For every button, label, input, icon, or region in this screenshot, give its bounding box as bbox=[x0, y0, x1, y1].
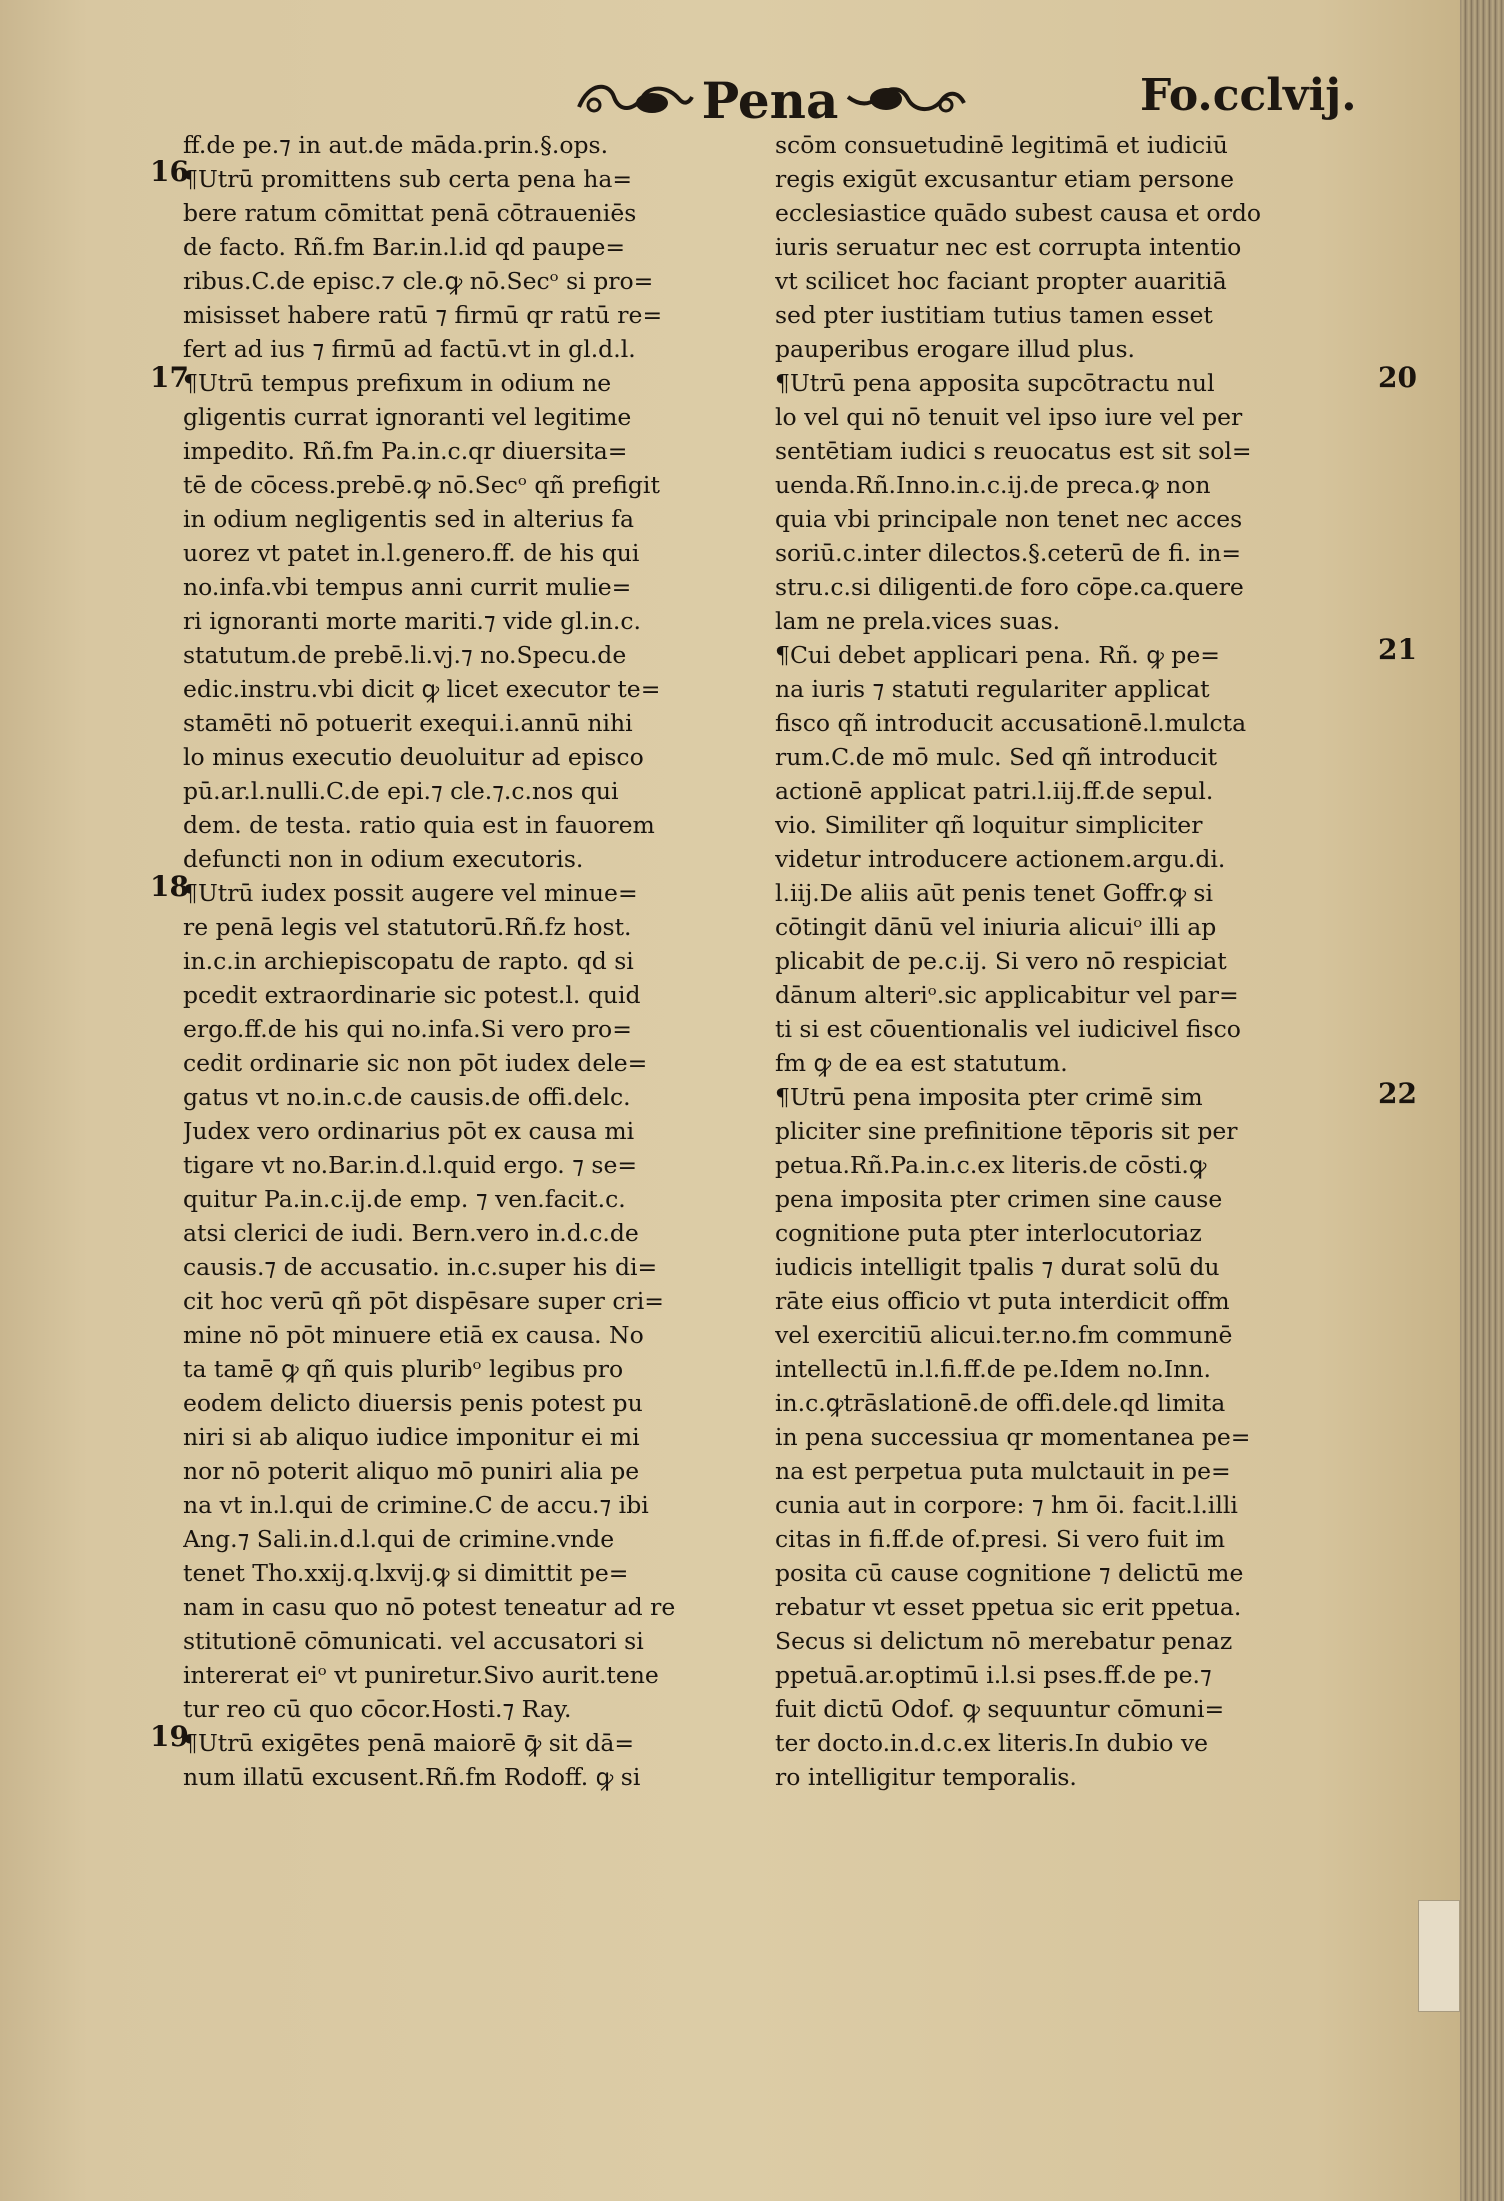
text-line: tē de cōcess.prebē.ꝙ nō.Secᵒ qñ prefigit bbox=[183, 471, 660, 499]
text-line: fisco qñ introducit accusationē.l.mulcta bbox=[775, 709, 1247, 737]
text-line: stamēti nō potuerit exequi.i.annū nihi bbox=[183, 709, 633, 737]
text-line: na est perpetua puta mulctauit in pe= bbox=[775, 1457, 1231, 1485]
text-line: quia vbi principale non tenet nec acces bbox=[775, 505, 1243, 533]
text-line: tenet Tho.xxij.q.lxvij.ꝙ si dimittit pe= bbox=[183, 1559, 629, 1587]
text-line: Judex vero ordinarius pōt ex causa mi bbox=[183, 1117, 635, 1145]
text-line: pauperibus erogare illud plus. bbox=[775, 335, 1135, 363]
text-line: ri ignoranti morte mariti.⁊ vide gl.in.c. bbox=[183, 607, 641, 635]
text-line: vel exercitiū alicui.ter.no.fm communē bbox=[775, 1321, 1233, 1349]
text-line: pū.ar.l.nulli.C.de epi.⁊ cle.⁊.c.nos qui bbox=[183, 777, 619, 805]
text-line: l.iij.De aliis aūt penis tenet Goffr.ꝙ si bbox=[775, 879, 1214, 907]
text-line: bere ratum cōmittat penā cōtraueniēs bbox=[183, 199, 637, 227]
text-line: in pena successiua qr momentanea pe= bbox=[775, 1423, 1251, 1451]
text-line: ecclesiastice quādo subest causa et ordo bbox=[775, 199, 1262, 227]
text-line: fm ꝙ de ea est statutum. bbox=[775, 1049, 1068, 1077]
text-line: lam ne prela.vices suas. bbox=[775, 607, 1061, 635]
text-line: citas in fi.ff.de of.presi. Si vero fuit im bbox=[775, 1525, 1226, 1553]
text-line: sentētiam iudici s reuocatus est sit sol= bbox=[775, 437, 1252, 465]
text-line: ppetuā.ar.optimū i.l.si pses.ff.de pe.⁊ bbox=[775, 1661, 1212, 1689]
text-line: statutum.de prebē.li.vj.⁊ no.Specu.de bbox=[183, 641, 627, 669]
text-line: quitur Pa.in.c.ij.de emp. ⁊ ven.facit.c. bbox=[183, 1185, 626, 1213]
text-line: in odium negligentis sed in alterius fa bbox=[183, 505, 635, 533]
text-line: vt scilicet hoc faciant propter auaritiā bbox=[775, 267, 1227, 295]
text-line: ¶Cui debet applicari pena. Rñ. ꝙ pe= bbox=[775, 641, 1220, 669]
text-line: rum.C.de mō mulc. Sed qñ introducit bbox=[775, 743, 1218, 771]
text-line: lo vel qui nō tenuit vel ipso iure vel per bbox=[775, 403, 1243, 431]
text-line: cedit ordinarie sic non pōt iudex dele= bbox=[183, 1049, 648, 1077]
text-line: fuit dictū Odof. ꝙ sequuntur cōmuni= bbox=[775, 1695, 1225, 1723]
right-text-column bbox=[775, 128, 1375, 1794]
text-line: na iuris ⁊ statuti regulariter applicat bbox=[775, 675, 1210, 703]
text-line: pena imposita pter crimen sine cause bbox=[775, 1185, 1223, 1213]
paper-tab bbox=[1418, 1900, 1460, 2012]
text-line: rebatur vt esset ppetua sic erit ppetua. bbox=[775, 1593, 1242, 1621]
text-line: rāte eius officio vt puta interdicit offm bbox=[775, 1287, 1230, 1315]
text-line: soriū.c.inter dilectos.§.ceterū de fi. in= bbox=[775, 539, 1242, 567]
text-line: petua.Rñ.Pa.in.c.ex literis.de cōsti.ꝙ bbox=[775, 1151, 1207, 1179]
left-ornament-icon bbox=[574, 77, 694, 123]
text-line: cunia aut in corpore: ⁊ hm ōi. facit.l.illi bbox=[775, 1491, 1238, 1519]
text-line: ¶Utrū iudex possit augere vel minue= bbox=[183, 879, 638, 907]
right-ornament-icon bbox=[846, 77, 966, 123]
text-line: fert ad ius ⁊ firmū ad factū.vt in gl.d.l. bbox=[183, 335, 636, 363]
text-line: Secus si delictum nō merebatur penaz bbox=[775, 1627, 1233, 1655]
text-line: intererat eiᵒ vt puniretur.Sivo aurit.tene bbox=[183, 1661, 659, 1689]
text-line: ¶Utrū tempus prefixum in odium ne bbox=[183, 369, 612, 397]
text-line: gatus vt no.in.c.de causis.de offi.delc. bbox=[183, 1083, 631, 1111]
margin-number: 19 bbox=[150, 1720, 189, 1753]
text-line: videtur introducere actionem.argu.di. bbox=[775, 845, 1226, 873]
text-line: Ang.⁊ Sali.in.d.l.qui de crimine.vnde bbox=[183, 1525, 615, 1553]
text-line: ribus.C.de episc.⁊ cle.ꝙ nō.Secᵒ si pro= bbox=[183, 267, 654, 295]
text-line: defuncti non in odium executoris. bbox=[183, 845, 584, 873]
folio-number: Fo.cclvij. bbox=[1140, 70, 1357, 121]
text-line: mine nō pōt minuere etiā ex causa. No bbox=[183, 1321, 644, 1349]
text-line: dānum alteriᵒ.sic applicabitur vel par= bbox=[775, 981, 1239, 1009]
text-line: sed pter iustitiam tutius tamen esset bbox=[775, 301, 1213, 329]
text-line: ro intelligitur temporalis. bbox=[775, 1763, 1077, 1791]
text-line: re penā legis vel statutorū.Rñ.fz host. bbox=[183, 913, 632, 941]
text-line: atsi clerici de iudi. Bern.vero in.d.c.de bbox=[183, 1219, 639, 1247]
text-line: niri si ab aliquo iudice imponitur ei mi bbox=[183, 1423, 640, 1451]
text-line: actionē applicat patri.l.iij.ff.de sepul. bbox=[775, 777, 1214, 805]
text-line: iuris seruatur nec est corrupta intentio bbox=[775, 233, 1242, 261]
text-line: regis exigūt excusantur etiam persone bbox=[775, 165, 1235, 193]
text-line: tigare vt no.Bar.in.d.l.quid ergo. ⁊ se= bbox=[183, 1151, 638, 1179]
text-line: ¶Utrū promittens sub certa pena ha= bbox=[183, 165, 633, 193]
text-line: num illatū excusent.Rñ.fm Rodoff. ꝙ si bbox=[183, 1763, 641, 1791]
text-line: plicabit de pe.c.ij. Si vero nō respiciat bbox=[775, 947, 1227, 975]
text-line: dem. de testa. ratio quia est in fauorem bbox=[183, 811, 655, 839]
text-line: eodem delicto diuersis penis potest pu bbox=[183, 1389, 643, 1417]
margin-number: 17 bbox=[150, 361, 189, 394]
text-line: ter docto.in.d.c.ex literis.In dubio ve bbox=[775, 1729, 1209, 1757]
text-line: gligentis currat ignoranti vel legitime bbox=[183, 403, 632, 431]
text-line: ergo.ff.de his qui no.infa.Si vero pro= bbox=[183, 1015, 632, 1043]
text-line: de facto. Rñ.fm Bar.in.l.id qd paupe= bbox=[183, 233, 626, 261]
page-title: Pena bbox=[701, 70, 839, 130]
text-line: vio. Similiter qñ loquitur simpliciter bbox=[775, 811, 1203, 839]
margin-number: 18 bbox=[150, 870, 189, 903]
book-edge bbox=[1460, 0, 1504, 2201]
text-line: intellectū in.l.fi.ff.de pe.Idem no.Inn. bbox=[775, 1355, 1211, 1383]
text-line: posita cū cause cognitione ⁊ delictū me bbox=[775, 1559, 1244, 1587]
margin-number: 22 bbox=[1378, 1077, 1417, 1110]
margin-number: 21 bbox=[1378, 633, 1417, 666]
text-line: impedito. Rñ.fm Pa.in.c.qr diuersita= bbox=[183, 437, 628, 465]
text-line: stitutionē cōmunicati. vel accusatori si bbox=[183, 1627, 644, 1655]
text-line: ti si est cōuentionalis vel iudicivel fisco bbox=[775, 1015, 1241, 1043]
text-line: nam in casu quo nō potest teneatur ad re bbox=[183, 1593, 676, 1621]
text-line: scōm consuetudinē legitimā et iudiciū bbox=[775, 131, 1228, 159]
text-line: no.infa.vbi tempus anni currit mulie= bbox=[183, 573, 632, 601]
text-line: nor nō poterit aliquo mō puniri alia pe bbox=[183, 1457, 640, 1485]
text-line: pliciter sine prefinitione tēporis sit per bbox=[775, 1117, 1238, 1145]
margin-number: 20 bbox=[1378, 361, 1417, 394]
text-line: causis.⁊ de accusatio. in.c.super his di= bbox=[183, 1253, 658, 1281]
left-text-column bbox=[183, 128, 783, 1794]
text-line: ¶Utrū pena apposita supcōtractu nul bbox=[775, 369, 1215, 397]
text-line: iudicis intelligit tpalis ⁊ durat solū du bbox=[775, 1253, 1220, 1281]
margin-number: 16 bbox=[150, 155, 189, 188]
text-line: uorez vt patet in.l.genero.ff. de his qui bbox=[183, 539, 640, 567]
text-line: tur reo cū quo cōcor.Hosti.⁊ Ray. bbox=[183, 1695, 572, 1723]
text-line: in.c.ꝙtrāslationē.de offi.dele.qd limita bbox=[775, 1389, 1226, 1417]
text-line: edic.instru.vbi dicit ꝙ licet executor te= bbox=[183, 675, 661, 703]
text-line: na vt in.l.qui de crimine.C de accu.⁊ ibi bbox=[183, 1491, 649, 1519]
text-line: ¶Utrū exigētes penā maiorē ꝙ̄ sit dā= bbox=[183, 1729, 635, 1757]
text-line: ta tamē ꝙ qñ quis pluribᵒ legibus pro bbox=[183, 1355, 624, 1383]
text-line: cit hoc verū qñ pōt dispēsare super cri= bbox=[183, 1287, 664, 1315]
text-line: stru.c.si diligenti.de foro cōpe.ca.quere bbox=[775, 573, 1244, 601]
text-line: misisset habere ratū ⁊ firmū qr ratū re= bbox=[183, 301, 663, 329]
text-line: cōtingit dānū vel iniuria alicuiᵒ illi ap bbox=[775, 913, 1217, 941]
text-line: pcedit extraordinarie sic potest.l. quid bbox=[183, 981, 641, 1009]
text-line: in.c.in archiepiscopatu de rapto. qd si bbox=[183, 947, 634, 975]
text-line: ff.de pe.⁊ in aut.de māda.prin.§.ops. bbox=[183, 131, 609, 159]
text-line: lo minus executio deuoluitur ad episco bbox=[183, 743, 644, 771]
text-line: uenda.Rñ.Inno.in.c.ij.de preca.ꝙ non bbox=[775, 471, 1211, 499]
text-line: cognitione puta pter interlocutoriaz bbox=[775, 1219, 1202, 1247]
text-line: ¶Utrū pena imposita pter crimē sim bbox=[775, 1083, 1203, 1111]
